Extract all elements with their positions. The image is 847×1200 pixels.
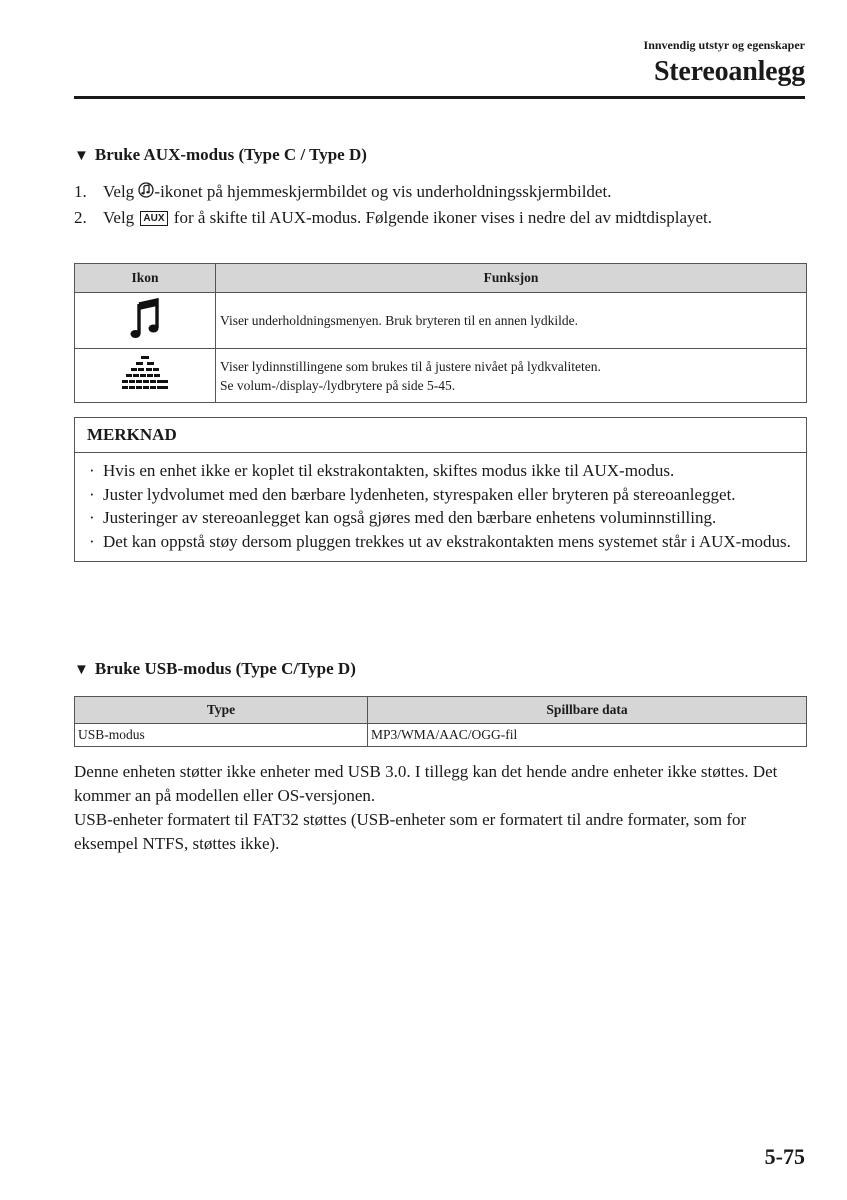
- step-text-before: Velg: [103, 208, 139, 227]
- table-cell: USB-modus: [75, 724, 368, 747]
- equalizer-icon: [121, 382, 169, 397]
- music-note-icon: [130, 328, 160, 343]
- step-text-after: -ikonet på hjemmeskjermbildet og vis underholdningsskjermbildet.: [154, 182, 612, 201]
- bullet-icon: ·: [89, 508, 95, 527]
- table-header-row: [75, 697, 807, 724]
- step-text: [103, 206, 794, 230]
- table-row: [75, 293, 807, 349]
- usb-section-heading: [74, 659, 356, 679]
- aux-button-icon: AUX: [140, 211, 167, 226]
- triangle-marker-icon: ▼: [74, 148, 89, 164]
- icon-cell: [75, 349, 216, 403]
- header-divider: [74, 96, 805, 99]
- step-1: [74, 180, 794, 206]
- note-item-text: Justeringer av stereoanlegget kan også gjøres med den bærbare enhetens voluminnstilling.: [103, 508, 717, 527]
- running-header-section: Innvendig utstyr og egenskaper: [643, 38, 805, 52]
- list-item: [89, 459, 794, 483]
- step-text-before: Velg: [103, 182, 139, 201]
- step-number: 1.: [74, 182, 87, 201]
- list-item: [89, 483, 794, 507]
- column-header-playable-data: Spillbare data: [368, 697, 807, 724]
- music-note-icon: [138, 181, 154, 206]
- paragraph: USB-enheter formatert til FAT32 støttes (USB-enheter som er formatert til andre formater, som for eksempel NTFS, støttes ikke).: [74, 810, 747, 853]
- icon-cell: [75, 293, 216, 349]
- function-cell: [216, 349, 807, 403]
- note-item-text: Hvis en enhet ikke er koplet til ekstrakontakten, skiftes modus ikke til AUX-modus.: [103, 461, 675, 480]
- note-box: [74, 417, 807, 562]
- list-item: [89, 530, 794, 554]
- step-text: [103, 180, 794, 206]
- function-text-line: Se volum-/display-/lydbrytere på side 5-45.: [220, 377, 456, 393]
- usb-heading-text: Bruke USB-modus (Type C/Type D): [94, 659, 356, 678]
- page-number: 5-75: [764, 1144, 805, 1169]
- usb-table: [74, 696, 807, 747]
- aux-heading-text: Bruke AUX-modus (Type C / Type D): [94, 145, 367, 164]
- triangle-marker-icon: ▼: [74, 662, 89, 678]
- table-row: [75, 724, 807, 747]
- step-2: [74, 206, 794, 230]
- bullet-icon: ·: [89, 531, 95, 551]
- usb-paragraphs: [74, 760, 809, 856]
- table-row: [75, 349, 807, 403]
- aux-steps-list: [74, 180, 794, 230]
- page-title: Stereoanlegg: [653, 56, 805, 87]
- list-item: [89, 506, 794, 530]
- paragraph: Denne enheten støtter ikke enheter med USB 3.0. I tillegg kan det hende andre enheter ikke støttes. Det kommer an på modellen eller OS-versjonen.: [74, 762, 778, 805]
- note-title: MERKNAD: [75, 418, 806, 453]
- column-header-icon: Ikon: [75, 264, 216, 293]
- column-header-type: Type: [75, 697, 368, 724]
- function-text-line: Viser lydinnstillingene som brukes til å justere nivået på lydkvaliteten.: [220, 358, 601, 374]
- note-item-text: Juster lydvolumet med den bærbare lydenheten, styrespaken eller bryteren på stereoanlegget.: [103, 484, 736, 504]
- aux-section-heading: [74, 145, 367, 165]
- note-item-text: Det kan oppstå støy dersom pluggen trekkes ut av ekstrakontakten mens systemet står i AUX-modus.: [103, 531, 791, 551]
- note-list: [75, 453, 806, 561]
- column-header-function: Funksjon: [216, 264, 807, 293]
- bullet-icon: ·: [89, 484, 95, 504]
- table-cell: MP3/WMA/AAC/OGG-fil: [368, 724, 807, 747]
- bullet-icon: ·: [89, 461, 95, 480]
- step-text-after: for å skifte til AUX-modus. Følgende ikoner vises i nedre del av midtdisplayet.: [169, 208, 713, 227]
- aux-icon-table: [74, 263, 807, 403]
- table-header-row: [75, 264, 807, 293]
- function-cell: Viser underholdningsmenyen. Bruk bryteren til en annen lydkilde.: [216, 293, 807, 349]
- step-number: 2.: [74, 208, 87, 227]
